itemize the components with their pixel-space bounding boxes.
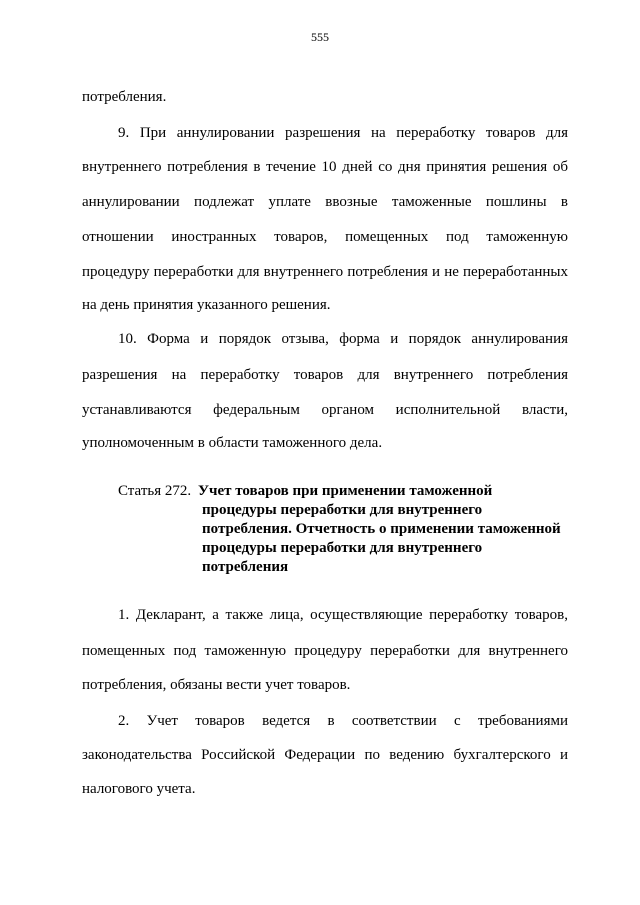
text-line: разрешения на переработку товаров для внутреннего потребления — [82, 367, 568, 383]
article-title-line: процедуры переработки для внутреннего — [202, 540, 483, 556]
text-line: потребления, обязаны вести учет товаров. — [82, 677, 351, 693]
text-line: на день принятия указанного решения. — [82, 297, 331, 313]
text-line: аннулировании подлежат уплате ввозные таможенные пошлины в — [82, 194, 568, 210]
article-title — [198, 482, 578, 577]
text-line: 10. Форма и порядок отзыва, форма и порядок аннулирования — [118, 331, 568, 347]
page-number: 555 — [311, 30, 329, 44]
article-title-line: процедуры переработки для внутреннего — [202, 502, 483, 518]
text-line: законодательства Российской Федерации по ведению бухгалтерского и — [82, 747, 568, 763]
text-line: процедуру переработки для внутреннего потребления и не переработанных — [82, 264, 568, 280]
text-line: 1. Декларант, а также лица, осуществляющие переработку товаров, — [118, 607, 568, 623]
text-line: потребления. — [82, 89, 167, 105]
text-line: уполномоченным в области таможенного дела. — [82, 435, 383, 451]
text-line: 2. Учет товаров ведется в соответствии с требованиями — [118, 713, 568, 729]
text-line: отношении иностранных товаров, помещенных под таможенную — [82, 229, 568, 245]
article-label: Статья 272. — [118, 483, 192, 499]
article-title-line: Учет товаров при применении таможенной — [198, 483, 493, 499]
text-line: 9. При аннулировании разрешения на переработку товаров для — [118, 125, 568, 141]
text-line: устанавливаются федеральным органом исполнительной власти, — [82, 402, 568, 418]
text-line: помещенных под таможенную процедуру переработки для внутреннего — [82, 643, 568, 659]
article-title-line: потребления. Отчетность о применении таможенной — [202, 521, 561, 537]
article-title-line: потребления — [202, 559, 289, 575]
text-line: внутреннего потребления в течение 10 дней со дня принятия решения об — [82, 159, 568, 175]
text-line: налогового учета. — [82, 781, 196, 797]
